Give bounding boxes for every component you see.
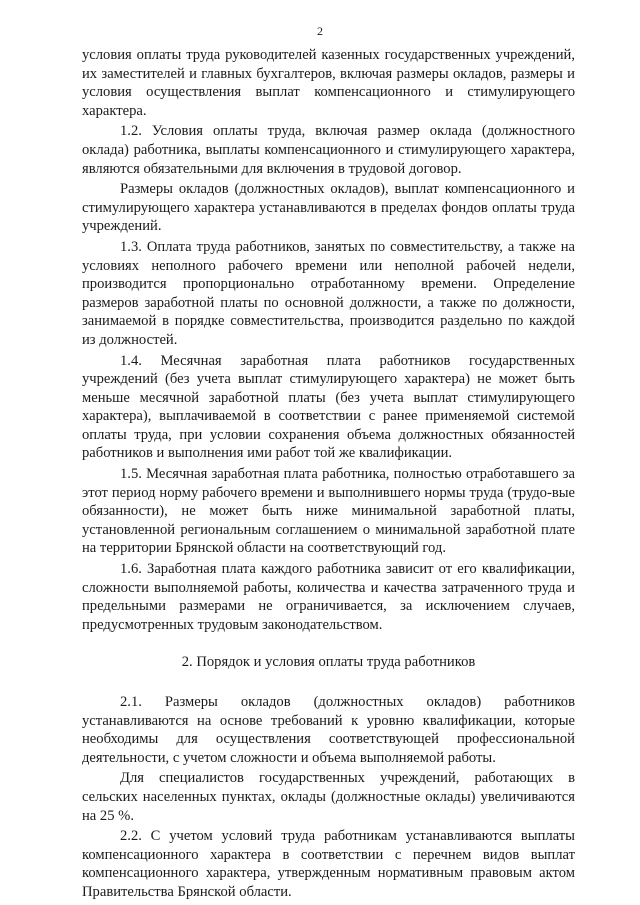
- document-body: [82, 46, 575, 904]
- paragraph-1-5: 1.5. Месячная заработная плата работника, полностью отработавшего за этот период норму рабочего времени и выполнившего нормы труда (трудо-вые обязанности), не может быть ниже минимальной заработной платы, установленной региональным соглашением о минимальной заработной плате на территории Брянской области на соответствующий год.: [82, 466, 575, 557]
- paragraph-rural-specialists: Для специалистов государственных учреждений, работающих в сельских населенных пунктах, оклады (должностные оклады) увеличиваются на 25 %.: [82, 770, 575, 824]
- paragraph-continuation: условия оплаты труда руководителей казенных государственных учреждений, их заместителей и главных бухгалтеров, включая размеры окладов, размеры и условия осуществления выплат компенсационного и стимулирующего характера.: [82, 47, 575, 119]
- section-heading: 2. Порядок и условия оплаты труда работников: [181, 654, 476, 671]
- paragraph-salary-sizes: Размеры окладов (должностных окладов), выплат компенсационного и стимулирующего характера устанавливаются в пределах фондов оплаты труда учреждений.: [82, 181, 575, 235]
- paragraph-1-6: 1.6. Заработная плата каждого работника зависит от его квалификации, сложности выполняемой работы, количества и качества затраченного труда и предельными размерами не ограничивается, за исключением случаев, предусмотренных трудовым законодательством.: [82, 561, 575, 633]
- paragraph-1-2: 1.2. Условия оплаты труда, включая размер оклада (должностного оклада) работника, выплаты компенсационного и стимулирующего характера, являются обязательными для включения в трудовой договор.: [82, 123, 575, 177]
- paragraph-1-3: 1.3. Оплата труда работников, занятых по совместительству, а также на условиях неполного рабочего времени или неполной рабочей недели, производится пропорционально отработанному времени. Определение размеров заработной платы по основной должности, а также по должности, занимаемой в порядке совместительства, производится раздельно по каждой из должностей.: [82, 238, 575, 348]
- paragraph-2-2: 2.2. С учетом условий труда работникам устанавливаются выплаты компенсационного характера в соответствии с перечнем видов выплат компенсационного характера, утвержденным нормативным правовым актом Правительства Брянской области.: [82, 828, 575, 900]
- paragraph-2-1: 2.1. Размеры окладов (должностных окладов) работников устанавливаются на основе требований к уровню квалификации, которые необходимы для осуществления соответствующей профессиональной деятельности, с учетом сложности и объема выполняемой работы.: [82, 694, 575, 766]
- page-number: 2: [317, 24, 323, 38]
- paragraph-1-4: 1.4. Месячная заработная плата работников государственных учреждений (без учета выплат стимулирующего характера) не может быть меньше месячной заработной платы (без учета выплат стимулирующего характера), выплачиваемой в соответствии с ранее применяемой системой оплаты труда, при условии сохранения объема должностных обязанностей работников и выполнения ими работ той же квалификации.: [82, 352, 575, 462]
